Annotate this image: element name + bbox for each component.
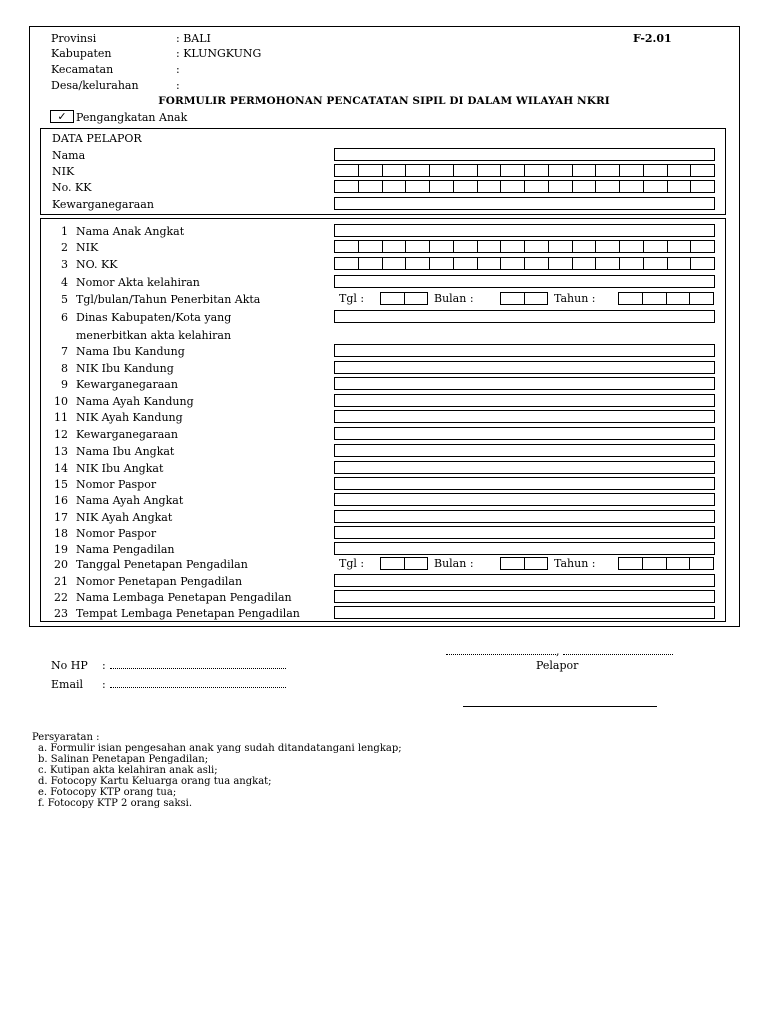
item-number: 17 bbox=[54, 511, 68, 524]
pelapor-kewarganegaraan-label: Kewarganegaraan bbox=[52, 198, 154, 211]
pelapor-kk-label: No. KK bbox=[52, 181, 92, 194]
item-label: NIK bbox=[76, 241, 99, 254]
item-label: Kewarganegaraan bbox=[76, 378, 178, 391]
tahun-boxes[interactable] bbox=[618, 557, 714, 570]
item-label: Nomor Penetapan Pengadilan bbox=[76, 575, 243, 588]
pengangkatan-checkbox[interactable]: ✓ bbox=[50, 110, 74, 123]
form-title: FORMULIR PERMOHONAN PENCATATAN SIPIL DI DALAM WILAYAH NKRI bbox=[158, 95, 610, 107]
email-label: Email bbox=[51, 678, 84, 691]
item-label: NO. KK bbox=[76, 258, 118, 271]
item-label-cont: menerbitkan akta kelahiran bbox=[76, 329, 232, 342]
provinsi-label: Provinsi bbox=[51, 32, 97, 45]
signature-comma: , bbox=[556, 645, 560, 658]
item-label: Tgl/bulan/Tahun Penerbitan Akta bbox=[76, 293, 261, 306]
item-number: 11 bbox=[54, 411, 68, 424]
pelapor-kk-field[interactable] bbox=[334, 180, 715, 193]
item-label: Nama Lembaga Penetapan Pengadilan bbox=[76, 591, 292, 604]
item-date-field bbox=[334, 557, 715, 571]
bulan-label: Bulan : bbox=[434, 292, 474, 305]
pelapor-sign-label: Pelapor bbox=[536, 659, 579, 672]
item-label: Dinas Kabupaten/Kota yang bbox=[76, 311, 232, 324]
provinsi-value: : BALI bbox=[176, 32, 211, 45]
item-label: Nama Ayah Angkat bbox=[76, 494, 184, 507]
item-date-field bbox=[334, 292, 715, 306]
item-field[interactable] bbox=[334, 461, 715, 474]
item-number: 4 bbox=[61, 276, 68, 289]
email-sep: : bbox=[102, 678, 106, 691]
item-number: 18 bbox=[54, 527, 68, 540]
pelapor-kewarganegaraan-field[interactable] bbox=[334, 197, 715, 210]
email-field[interactable] bbox=[110, 687, 286, 688]
item-field[interactable] bbox=[334, 361, 715, 374]
desa-value: : bbox=[176, 79, 180, 92]
item-field[interactable] bbox=[334, 444, 715, 457]
item-field[interactable] bbox=[334, 427, 715, 440]
item-field[interactable] bbox=[334, 310, 715, 323]
requirements-heading: Persyaratan : bbox=[32, 732, 100, 743]
item-number: 12 bbox=[54, 428, 68, 441]
item-field[interactable] bbox=[334, 275, 715, 288]
item-label: Tempat Lembaga Penetapan Pengadilan bbox=[76, 607, 300, 620]
pelapor-nik-label: NIK bbox=[52, 165, 75, 178]
item-number: 3 bbox=[61, 258, 68, 271]
item-number: 5 bbox=[61, 293, 68, 306]
item-field[interactable] bbox=[334, 510, 715, 523]
item-label: Nama Ibu Angkat bbox=[76, 445, 175, 458]
item-field[interactable] bbox=[334, 542, 715, 555]
pelapor-nik-field[interactable] bbox=[334, 164, 715, 177]
tgl-boxes[interactable] bbox=[380, 292, 428, 305]
hp-field[interactable] bbox=[110, 668, 286, 669]
item-number: 6 bbox=[61, 311, 68, 324]
item-number: 16 bbox=[54, 494, 68, 507]
kabupaten-value: : KLUNGKUNG bbox=[176, 47, 262, 60]
item-label: NIK Ayah Kandung bbox=[76, 411, 183, 424]
item-label: Nomor Akta kelahiran bbox=[76, 276, 200, 289]
item-number: 9 bbox=[61, 378, 68, 391]
item-number: 20 bbox=[54, 558, 68, 571]
item-label: NIK Ibu Angkat bbox=[76, 462, 164, 475]
kabupaten-label: Kabupaten bbox=[51, 47, 112, 60]
item-field[interactable] bbox=[334, 493, 715, 506]
item-field[interactable] bbox=[334, 574, 715, 587]
kecamatan-label: Kecamatan bbox=[51, 63, 114, 76]
item-label: Nomor Paspor bbox=[76, 478, 157, 491]
tgl-label: Tgl : bbox=[339, 292, 365, 305]
bulan-boxes[interactable] bbox=[500, 557, 548, 570]
tahun-label: Tahun : bbox=[554, 557, 596, 570]
requirement-item: a. Formulir isian pengesahan anak yang sudah ditandatangani lengkap; bbox=[38, 743, 402, 754]
item-field[interactable] bbox=[334, 344, 715, 357]
tgl-boxes[interactable] bbox=[380, 557, 428, 570]
item-label: Nama Pengadilan bbox=[76, 543, 175, 556]
date-field[interactable] bbox=[563, 654, 673, 655]
item-number: 15 bbox=[54, 478, 68, 491]
place-field[interactable] bbox=[446, 654, 556, 655]
pelapor-heading: DATA PELAPOR bbox=[52, 132, 142, 145]
item-label: NIK Ibu Kandung bbox=[76, 362, 174, 375]
tahun-boxes[interactable] bbox=[618, 292, 714, 305]
item-field[interactable] bbox=[334, 224, 715, 237]
hp-label: No HP bbox=[51, 659, 88, 672]
item-number: 23 bbox=[54, 607, 68, 620]
requirement-item: b. Salinan Penetapan Pengadilan; bbox=[38, 754, 209, 765]
hp-sep: : bbox=[102, 659, 106, 672]
item-number: 2 bbox=[61, 241, 68, 254]
item-field[interactable] bbox=[334, 526, 715, 539]
item-grid-field[interactable] bbox=[334, 240, 715, 253]
item-field[interactable] bbox=[334, 394, 715, 407]
item-number: 13 bbox=[54, 445, 68, 458]
item-number: 7 bbox=[61, 345, 68, 358]
item-field[interactable] bbox=[334, 590, 715, 603]
item-grid-field[interactable] bbox=[334, 257, 715, 270]
item-number: 19 bbox=[54, 543, 68, 556]
item-label: NIK Ayah Angkat bbox=[76, 511, 173, 524]
item-label: Tanggal Penetapan Pengadilan bbox=[76, 558, 248, 571]
item-field[interactable] bbox=[334, 606, 715, 619]
form-code: F-2.01 bbox=[633, 32, 672, 45]
tgl-label: Tgl : bbox=[339, 557, 365, 570]
item-number: 8 bbox=[61, 362, 68, 375]
bulan-label: Bulan : bbox=[434, 557, 474, 570]
item-label: Nama Ibu Kandung bbox=[76, 345, 185, 358]
item-number: 10 bbox=[54, 395, 68, 408]
desa-label: Desa/kelurahan bbox=[51, 79, 139, 92]
pengangkatan-label: Pengangkatan Anak bbox=[76, 111, 188, 124]
item-number: 1 bbox=[61, 225, 68, 238]
item-number: 14 bbox=[54, 462, 68, 475]
item-label: Kewarganegaraan bbox=[76, 428, 178, 441]
item-label: Nomor Paspor bbox=[76, 527, 157, 540]
requirement-item: e. Fotocopy KTP orang tua; bbox=[38, 787, 177, 798]
item-label: Nama Ayah Kandung bbox=[76, 395, 194, 408]
item-field[interactable] bbox=[334, 477, 715, 490]
pelapor-nama-label: Nama bbox=[52, 149, 86, 162]
requirement-item: c. Kutipan akta kelahiran anak asli; bbox=[38, 765, 218, 776]
pelapor-nama-field[interactable] bbox=[334, 148, 715, 161]
requirement-item: f. Fotocopy KTP 2 orang saksi. bbox=[38, 798, 193, 809]
kecamatan-value: : bbox=[176, 63, 180, 76]
item-label: Nama Anak Angkat bbox=[76, 225, 185, 238]
item-number: 21 bbox=[54, 575, 68, 588]
item-field[interactable] bbox=[334, 410, 715, 423]
item-field[interactable] bbox=[334, 377, 715, 390]
tahun-label: Tahun : bbox=[554, 292, 596, 305]
bulan-boxes[interactable] bbox=[500, 292, 548, 305]
item-number: 22 bbox=[54, 591, 68, 604]
signature-line[interactable] bbox=[463, 706, 657, 707]
requirement-item: d. Fotocopy Kartu Keluarga orang tua angkat; bbox=[38, 776, 272, 787]
